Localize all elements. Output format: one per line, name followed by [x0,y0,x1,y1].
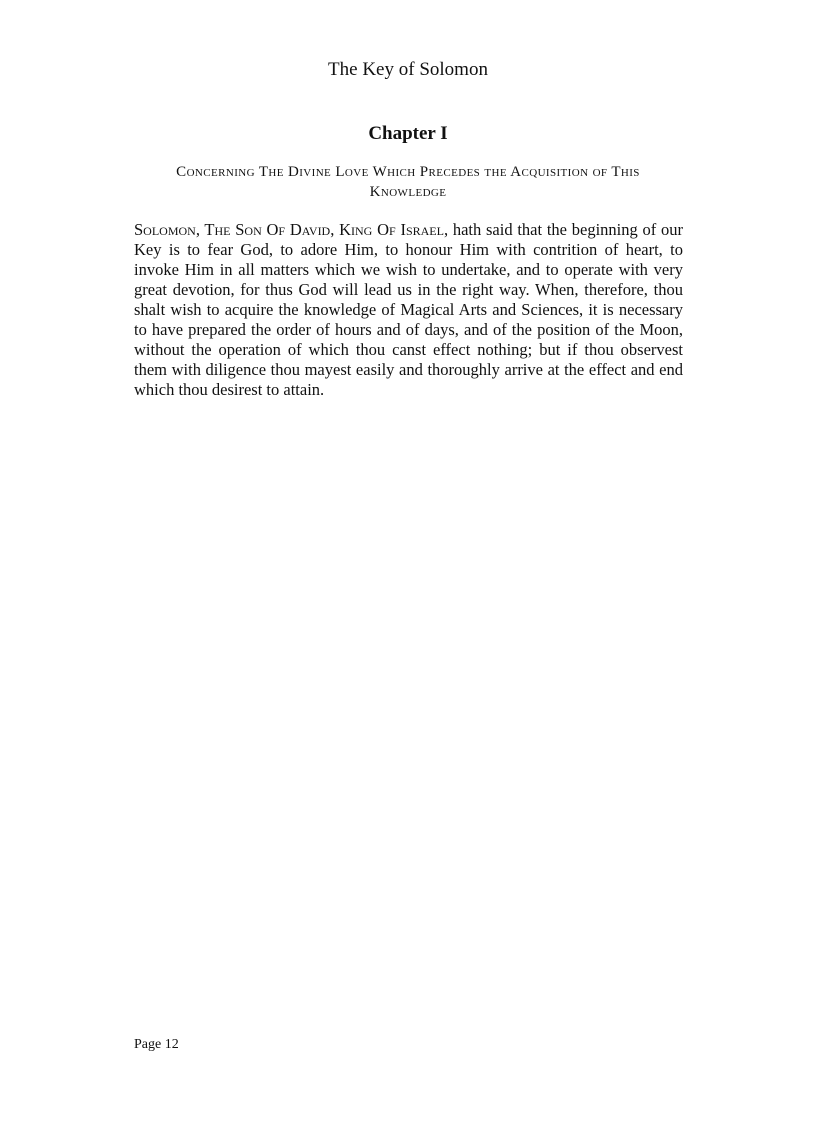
body-text: hath said that the beginning of our Key is to fear God, to adore Him, to honour Him with contrition of heart, to invoke Him in all matters which we wish to undertake, and to operate with very great devotion, for thus God will lead us in the right way. When, therefore, thou shalt wish to acquire the knowledge of Magical Arts and Sciences, it is necessary to have prepared the order of hours and of days, and of the position of the Moon, without the operation of which thou canst effect nothing; but if thou observest them with diligence thou mayest easily and thoroughly arrive at the effect and end which thou desirest to attain. [134,220,683,399]
body-lead-in: Solomon, The Son Of David, King Of Israel, [134,220,449,239]
body-paragraph [134,220,683,400]
chapter-subtitle: Concerning The Divine Love Which Precedes the Acquisition of This Knowledge [176,164,640,200]
chapter-title: Chapter I [368,123,448,144]
page-number: Page 12 [134,1037,179,1052]
running-head-title: The Key of Solomon [328,59,488,80]
